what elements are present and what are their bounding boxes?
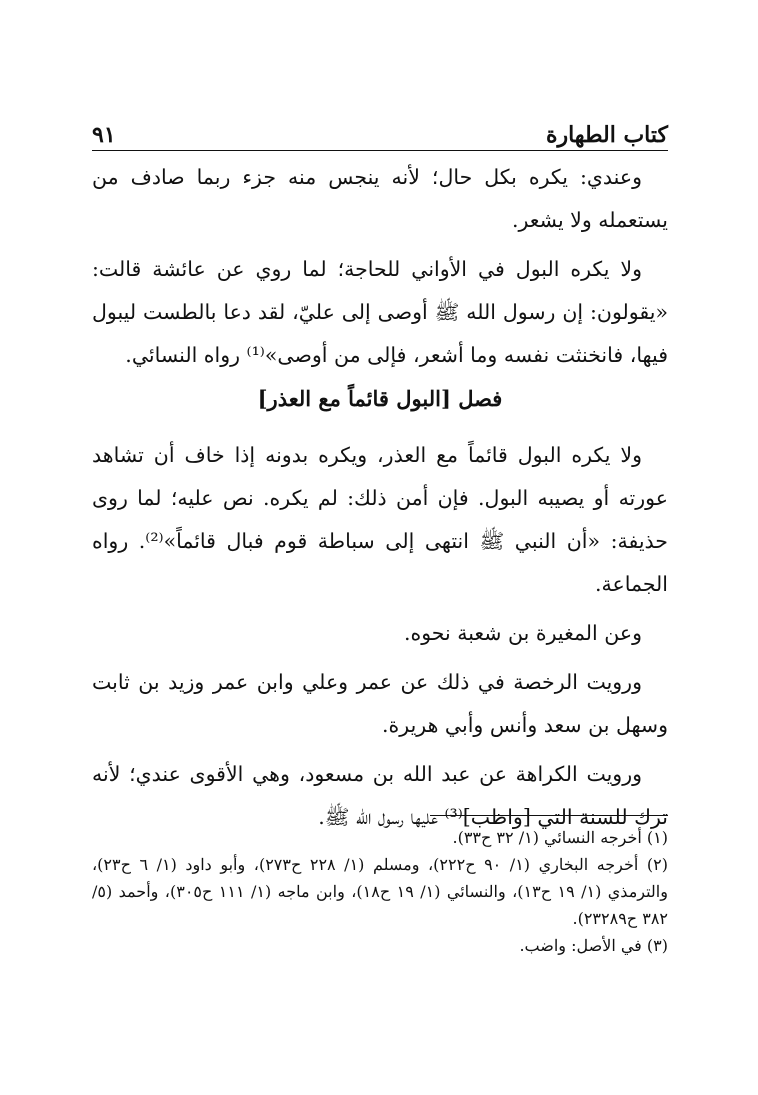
- paragraph: وعندي: يكره بكل حال؛ لأنه ينجس منه جزء ربما صادف من يستعمله ولا يشعر.: [92, 165, 668, 232]
- footnotes: [92, 824, 668, 959]
- page-number: ٩١: [92, 122, 116, 148]
- chapter-title: كتاب الطهارة: [545, 122, 668, 148]
- section-heading: فصل [البول قائماً مع العذر]: [257, 386, 503, 411]
- footnote: (٢) أخرجه البخاري (١/ ٩٠ ح٢٢٢)، ومسلم (١/ ٢٢٨ ح٢٧٣)، وأبو داود (١/ ٦ ح٢٣)، والترمذي (١/ ١٩ ح١٣)، والنسائي (١/ ١٩ ح١٨)، وابن ماجه (١/ ١١١ ح٣٠٥)، وأحمد (٥/ ٣٨٢ ح٢٣٢٨٩).: [92, 855, 668, 928]
- paragraph: وعن المغيرة بن شعبة نحوه.: [403, 621, 642, 645]
- paragraph: ورويت الكراهة عن عبد الله بن مسعود، وهي الأقوى عندي؛ لأنه ترك للسنة التي [واظب]⁽³⁾ عليها رسول الله ﷺ.: [92, 762, 668, 829]
- footnote-divider: [430, 815, 668, 816]
- footnote: (٣) في الأصل: واضب.: [519, 936, 668, 955]
- paragraph: ولا يكره البول قائماً مع العذر، ويكره بدونه إذا خاف أن تشاهد عورته أو يصيبه البول. فإن أمن ذلك: لم يكره. نص عليه؛ لما روى حذيفة: «أن النبي ﷺ انتهى إلى سباطة قوم فبال قائماً»⁽²⁾. رواه الجماعة.: [92, 443, 668, 596]
- paragraph: ورويت الرخصة في ذلك عن عمر وعلي وابن عمر وزيد بن ثابت وسهل بن سعد وأنس وأبي هريرة.: [92, 670, 668, 737]
- header-divider: [92, 150, 668, 151]
- running-header: [92, 118, 668, 152]
- main-text: [92, 156, 668, 845]
- paragraph: ولا يكره البول في الأواني للحاجة؛ لما روي عن عائشة قالت: «يقولون: إن رسول الله ﷺ أوصى إلى عليّ، لقد دعا بالطست ليبول فيها، فانخنثت نفسه وما أشعر، فإلى من أوصى»⁽¹⁾ رواه النسائي.: [92, 257, 668, 367]
- footnote: (١) أخرجه النسائي (١/ ٣٢ ح٣٣).: [452, 828, 668, 847]
